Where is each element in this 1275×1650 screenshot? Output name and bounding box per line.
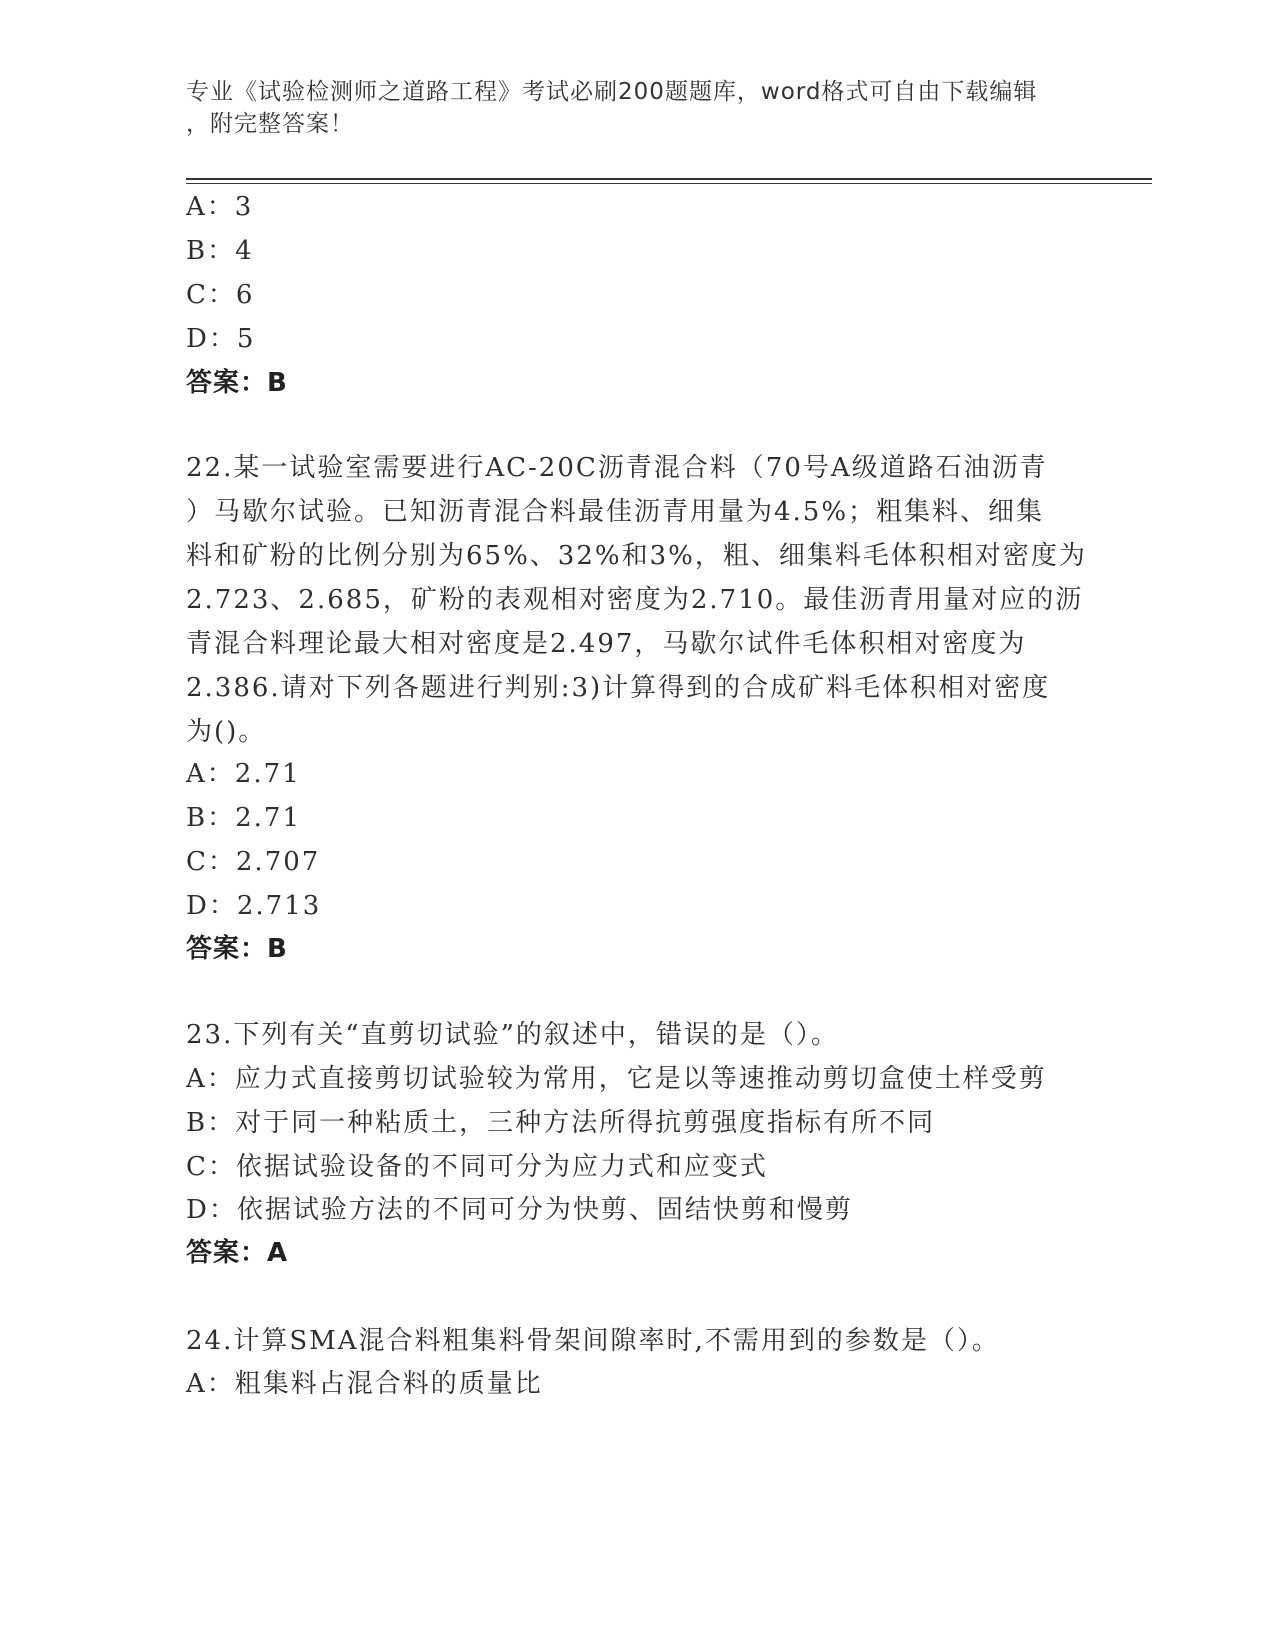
- q22-text-line: 22.某一试验室需要进行AC-20C沥青混合料（70号A级道路石油沥青: [186, 453, 1048, 483]
- q23-option-c: C：依据试验设备的不同可分为应力式和应变式: [186, 1152, 768, 1182]
- q22-option-c: C：2.707: [186, 847, 321, 877]
- q21-option-c: C：6: [186, 280, 255, 310]
- q22-option-a: A：2.71: [186, 759, 301, 789]
- q22-text-line: 2.386.请对下列各题进行判别:3)计算得到的合成矿料毛体积相对密度: [186, 673, 1051, 703]
- q22-option-d: D：2.713: [186, 891, 322, 921]
- document-header: [186, 76, 1066, 140]
- q22-option-b: B：2.71: [186, 803, 301, 833]
- q21-option-a: A：3: [186, 192, 254, 222]
- q23-question: 23.下列有关“直剪切试验”的叙述中，错误的是（）。: [186, 1020, 839, 1050]
- q22-text-line: 料和矿粉的比例分别为65%、32%和3%，粗、细集料毛体积相对密度为: [186, 541, 1087, 571]
- header-title-line1: 专业《试验检测师之道路工程》考试必刷200题题库，word格式可自由下载编辑: [186, 79, 1038, 105]
- q22-text-line: 2.723、2.685，矿粉的表观相对密度为2.710。最佳沥青用量对应的沥: [186, 585, 1084, 615]
- q23-option-a: A：应力式直接剪切试验较为常用，它是以等速推动剪切盒使土样受剪: [186, 1064, 1047, 1094]
- q24-question: 24.计算SMA混合料粗集料骨架间隙率时,不需用到的参数是（）。: [186, 1326, 1000, 1356]
- q23-option-d: D：依据试验方法的不同可分为快剪、固结快剪和慢剪: [186, 1195, 853, 1225]
- q21-answer: 答案：B: [186, 368, 288, 398]
- q24-option-a: A：粗集料占混合料的质量比: [186, 1369, 543, 1399]
- q21-option-d: D：5: [186, 324, 256, 354]
- q21-option-b: B：4: [186, 236, 254, 266]
- q23-option-b: B：对于同一种粘质土，三种方法所得抗剪强度指标有所不同: [186, 1108, 936, 1138]
- q22-text-line: 为()。: [186, 717, 267, 747]
- q22-answer: 答案：B: [186, 934, 288, 964]
- header-divider-thin: [186, 183, 1152, 184]
- q22-text-line: 青混合料理论最大相对密度是2.497，马歇尔试件毛体积相对密度为: [186, 629, 1027, 659]
- q23-answer: 答案：A: [186, 1238, 289, 1268]
- header-title-line2: ，附完整答案！: [186, 111, 354, 137]
- q22-text-line: ）马歇尔试验。已知沥青混合料最佳沥青用量为4.5%；粗集料、细集: [186, 497, 1045, 527]
- header-divider-thick: [186, 178, 1152, 180]
